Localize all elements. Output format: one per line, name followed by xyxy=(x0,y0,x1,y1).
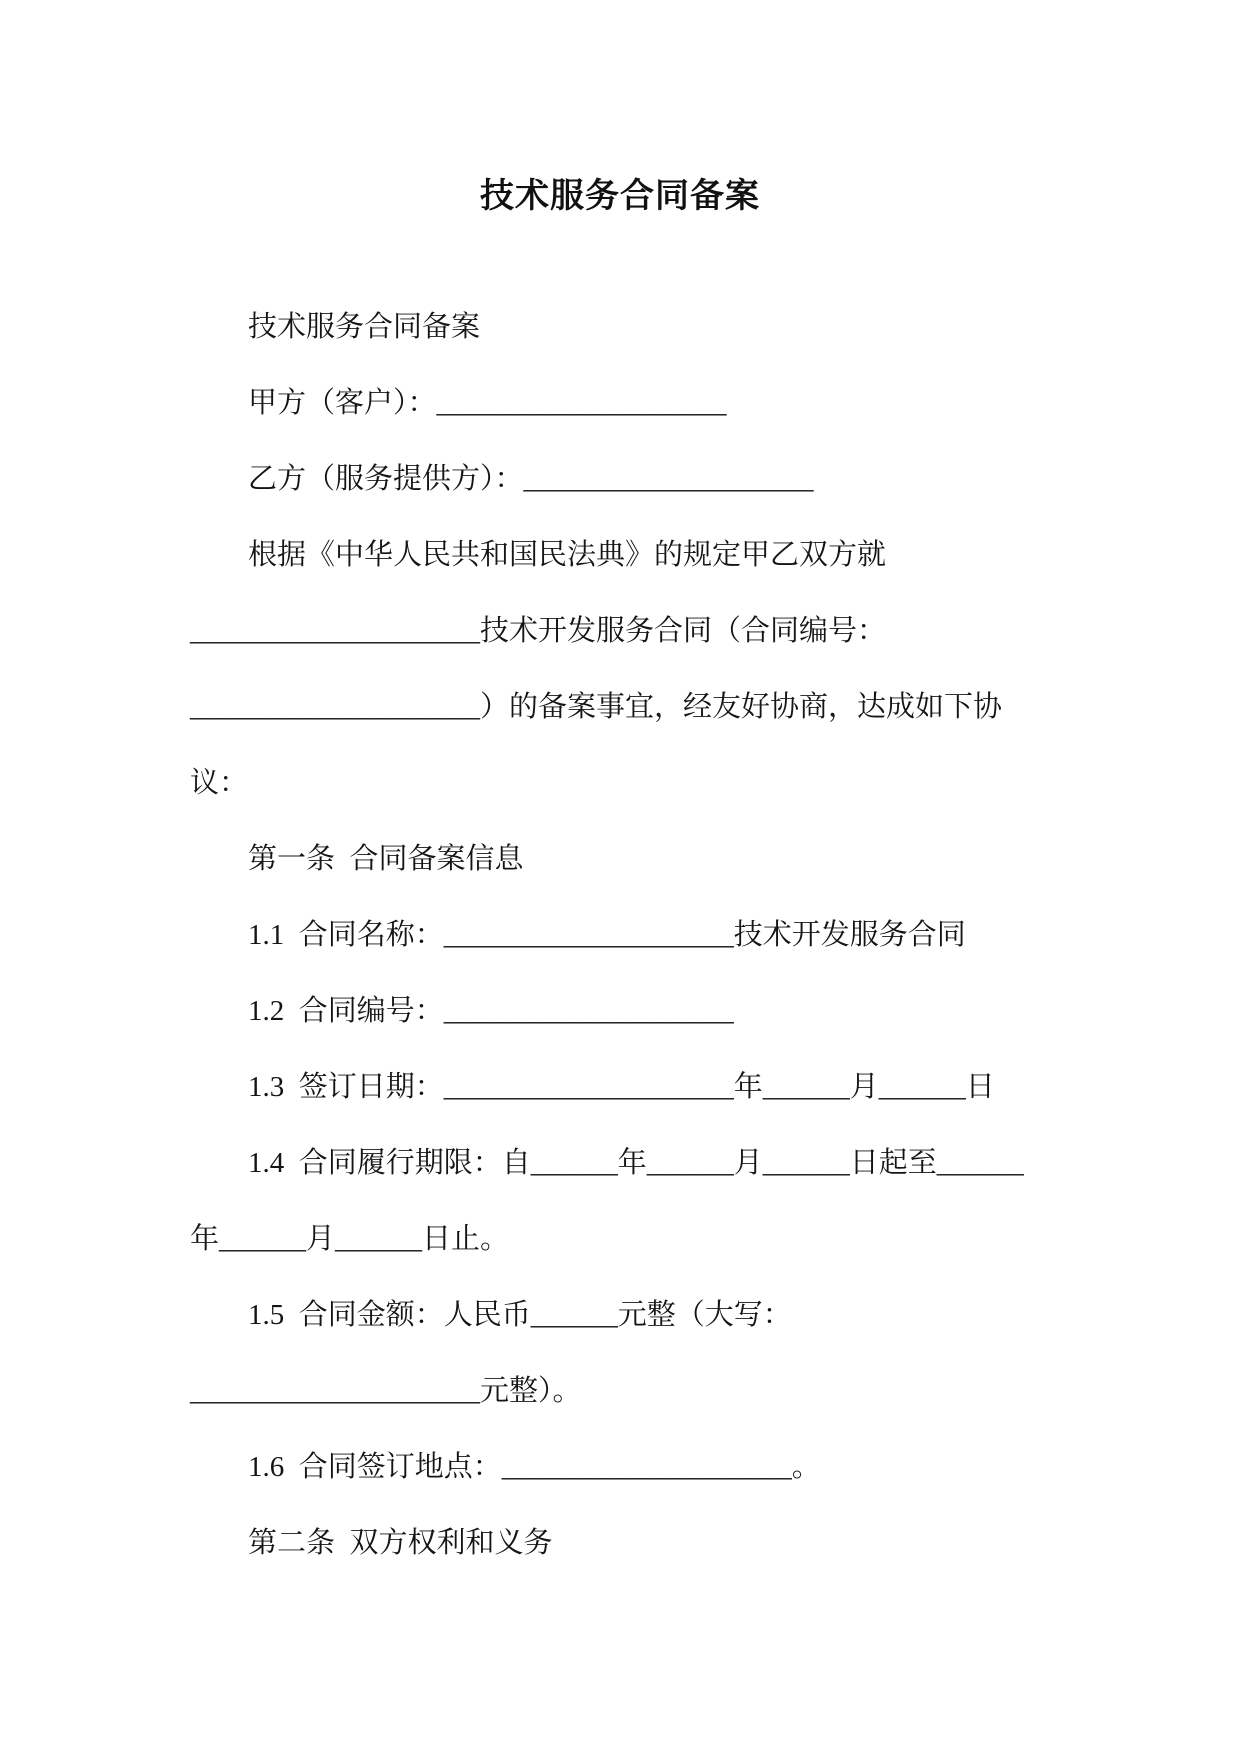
preamble-line-2: ____________________技术开发服务合同（合同编号： xyxy=(190,615,887,647)
preamble-line-1: 根据《中华人民共和国民法典》的规定甲乙双方就 xyxy=(248,539,887,571)
clause-1-6-signing-place: 1.6 合同签订地点：____________________。 xyxy=(248,1451,821,1483)
preamble-line-3: ____________________）的备案事宜，经友好协商，达成如下协 xyxy=(190,691,1003,723)
clause-1-4-term-line-1: 1.4 合同履行期限：自______年______月______日起至______ xyxy=(248,1147,1024,1179)
clause-1-4-term-line-2: 年______月______日止。 xyxy=(190,1223,510,1255)
document-body xyxy=(0,289,1240,1581)
clause-1-2-contract-number: 1.2 合同编号：____________________ xyxy=(248,995,734,1027)
clause-1-5-amount-line-1: 1.5 合同金额：人民币______元整（大写： xyxy=(248,1299,792,1331)
clause-1-1-contract-name: 1.1 合同名称：____________________技术开发服务合同 xyxy=(248,919,966,951)
doc-heading-line: 技术服务合同备案 xyxy=(248,311,481,343)
party-b-line: 乙方（服务提供方）：____________________ xyxy=(248,463,814,495)
clause-1-3-signing-date: 1.3 签订日期：____________________年______月______日 xyxy=(248,1071,995,1103)
clause-1-5-amount-line-2: ____________________元整）。 xyxy=(190,1375,582,1407)
document-title: 技术服务合同备案 xyxy=(480,178,760,215)
preamble-line-4: 议： xyxy=(190,767,249,799)
party-a-line: 甲方（客户）：____________________ xyxy=(248,387,727,419)
section-2-heading: 第二条 双方权利和义务 xyxy=(248,1527,553,1559)
section-1-heading: 第一条 合同备案信息 xyxy=(248,843,524,875)
